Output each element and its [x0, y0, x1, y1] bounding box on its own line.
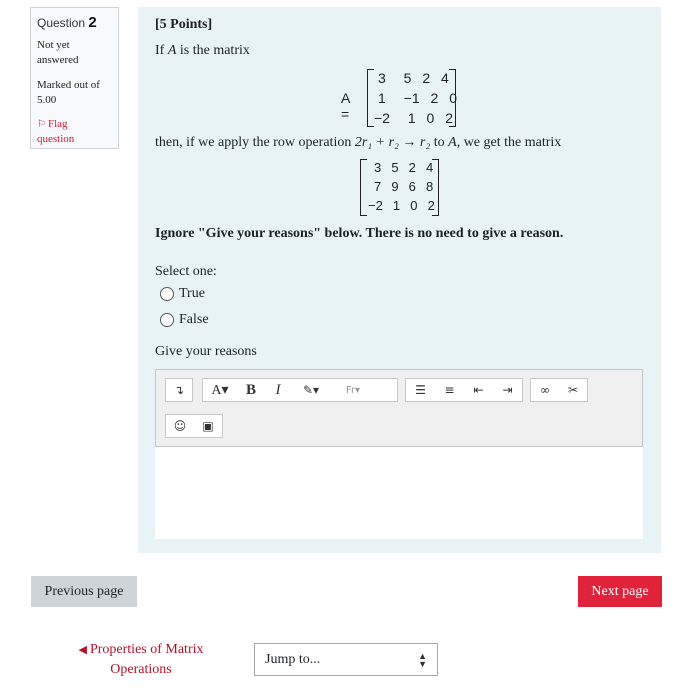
italic-icon[interactable]: I	[275, 381, 281, 398]
font-family-dropdown-icon[interactable]: Fr▾	[345, 384, 361, 396]
toolbar-group-links	[530, 378, 588, 402]
matrix-a-label: A =	[341, 90, 350, 122]
brush-dropdown-icon[interactable]: ✎▾	[302, 383, 320, 397]
question-points: [5 Points]	[155, 17, 213, 32]
toolbar-group-collapse	[165, 378, 193, 402]
previous-activity-link[interactable]: ◀ Properties of Matrix Operations	[78, 642, 204, 677]
question-grade: Marked out of 5.00	[37, 79, 100, 106]
matrix-a-row-2: 1 −1 2 0	[378, 90, 457, 106]
image-icon[interactable]: ▣	[202, 419, 214, 433]
unordered-list-icon[interactable]: ☰	[415, 383, 426, 397]
jump-to-select[interactable]: Jump to... ▲ ▼	[254, 643, 438, 676]
radio-true[interactable]	[160, 287, 174, 301]
option-true[interactable]: True	[160, 286, 205, 302]
font-style-dropdown-icon[interactable]: A▾	[211, 382, 229, 398]
link-icon[interactable]: ∞	[540, 383, 550, 397]
reasons-label: Give your reasons	[155, 344, 257, 359]
select-caret-icon: ▲ ▼	[418, 651, 427, 669]
outdent-icon[interactable]: ⇤	[473, 383, 484, 397]
next-page-button[interactable]: Next page	[578, 576, 662, 607]
editor-toolbar	[155, 369, 643, 447]
toolbar-group-lists	[405, 378, 523, 402]
matrix-result-right-bracket	[432, 159, 439, 216]
matrix-a-row-3: −2 1 0 2	[374, 110, 453, 126]
triangle-left-icon: ◀	[78, 644, 87, 656]
matrix-result-row-3: −2 1 0 2	[368, 198, 435, 213]
matrix-a-row-1: 3 5 2 4	[378, 70, 449, 86]
toolbar-group-insert	[165, 414, 223, 438]
matrix-a-right-bracket	[449, 69, 456, 127]
question-number: Question 2	[37, 14, 97, 31]
question-state: Not yet answered	[37, 39, 79, 66]
radio-false[interactable]	[160, 313, 174, 327]
question-number-value: 2	[88, 14, 97, 31]
ignore-instruction: Ignore "Give your reasons" below. There is no need to give a reason.	[155, 226, 564, 241]
select-one-label: Select one:	[155, 264, 217, 279]
emoji-icon[interactable]: ☺	[173, 419, 187, 433]
question-intro: If A is the matrix	[155, 43, 250, 58]
option-false[interactable]: False	[160, 312, 209, 328]
toolbar-group-style	[202, 378, 398, 402]
collapse-toolbar-icon[interactable]: ↴	[173, 383, 185, 397]
reason-editor[interactable]	[155, 369, 643, 539]
question-content	[138, 7, 661, 553]
matrix-result-left-bracket	[360, 159, 367, 216]
question-operation-text: then, if we apply the row operation 2r₁ + r₂ → r₂ to A, we get the matrix	[155, 135, 562, 150]
flag-question-link[interactable]: ⚐ Flag question	[37, 118, 75, 145]
flag-icon: ⚐	[37, 119, 46, 130]
indent-icon[interactable]: ⇥	[502, 383, 513, 397]
matrix-result-row-1: 3 5 2 4	[374, 160, 434, 175]
matrix-result-row-2: 7 9 6 8	[374, 179, 434, 194]
bold-icon[interactable]: B	[245, 381, 256, 398]
question-info-panel	[30, 7, 119, 149]
unlink-icon[interactable]: ✂	[567, 383, 579, 397]
ordered-list-icon[interactable]: ≡	[444, 383, 455, 397]
matrix-a-left-bracket	[367, 69, 374, 127]
previous-page-button[interactable]: Previous page	[31, 576, 137, 607]
